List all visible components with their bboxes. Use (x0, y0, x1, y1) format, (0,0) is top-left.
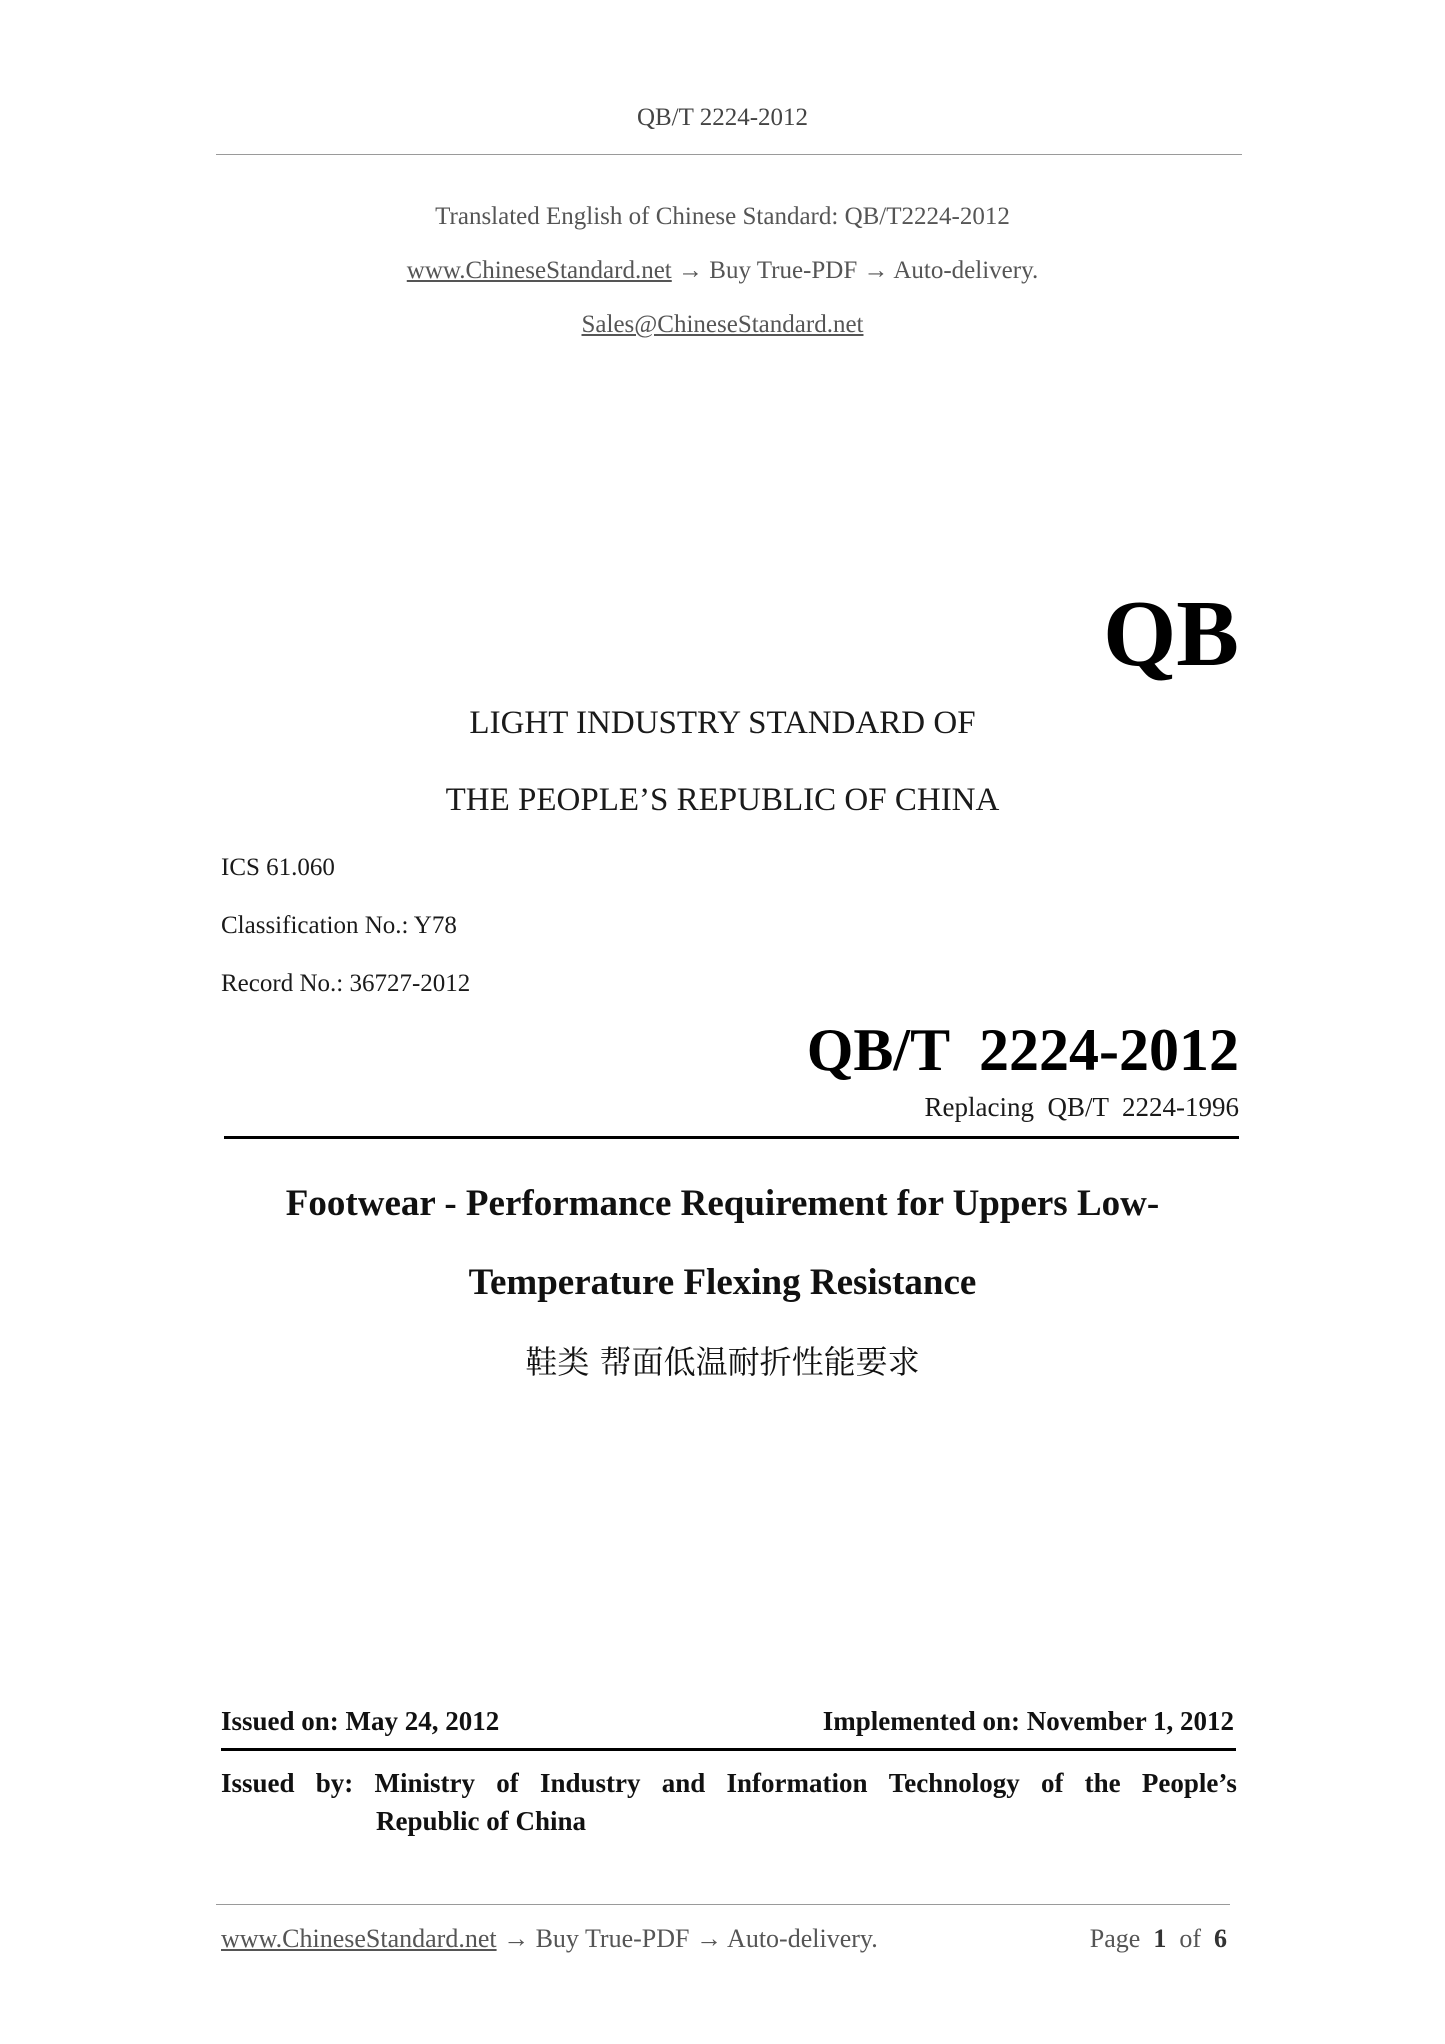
purchase-notice (0, 257, 1445, 285)
page-of: of (1179, 1924, 1201, 1953)
issued-by-word: and (661, 1768, 706, 1798)
page-label: Page (1089, 1924, 1141, 1953)
running-header: QB/T 2224-2012 (636, 104, 809, 131)
standard-type-line1: LIGHT INDUSTRY STANDARD OF (469, 705, 976, 741)
issued-by-line2: Republic of China (376, 1806, 587, 1836)
email-line (0, 311, 1445, 339)
issuing-authority (221, 1764, 1237, 1840)
footer-purchase-text: → Buy True-PDF → Auto-delivery. (496, 1924, 878, 1953)
page-indicator (1090, 1924, 1227, 1954)
issued-by-word: the (1084, 1768, 1121, 1798)
issued-by-word: Ministry (374, 1768, 475, 1798)
site-link[interactable]: www.ChineseStandard.net (406, 257, 672, 284)
footer-purchase-line (221, 1924, 878, 1954)
standard-number: QB/T 2224-2012 (806, 1017, 1239, 1083)
english-title-line1: Footwear - Performance Requirement for Uppers Low- (285, 1183, 1160, 1224)
page-current: 1 (1153, 1924, 1167, 1953)
standard-logo-code: QB (1103, 582, 1239, 686)
issued-by-word: by: (315, 1768, 354, 1798)
translation-notice: Translated English of Chinese Standard: QB/T2224-2012 (435, 203, 1010, 230)
record-number: Record No.: 36727-2012 (221, 970, 471, 997)
issue-divider (221, 1748, 1236, 1751)
issued-date: Issued on: May 24, 2012 (221, 1706, 500, 1736)
english-title-line2: Temperature Flexing Resistance (468, 1262, 977, 1303)
issued-by-word: People’s (1141, 1768, 1237, 1798)
issued-by-word: Industry (539, 1768, 641, 1798)
email-link[interactable]: Sales@ChineseStandard.net (581, 311, 864, 338)
issued-by-word: Information (726, 1768, 868, 1798)
issued-by-word: Technology (888, 1768, 1020, 1798)
title-divider (224, 1136, 1239, 1139)
header-divider (216, 154, 1242, 155)
replacing-note: Replacing QB/T 2224-1996 (924, 1092, 1239, 1122)
footer-site-link[interactable]: www.ChineseStandard.net (221, 1924, 497, 1953)
classification-number: Classification No.: Y78 (221, 912, 457, 939)
implemented-date: Implemented on: November 1, 2012 (822, 1706, 1234, 1736)
issued-by-word: of (1040, 1768, 1064, 1798)
ics-code: ICS 61.060 (221, 854, 335, 881)
issued-by-word: Issued (221, 1768, 295, 1798)
chinese-title: 鞋类 帮面低温耐折性能要求 (525, 1343, 920, 1381)
purchase-text: → Buy True-PDF → Auto-delivery. (671, 257, 1039, 284)
footer-divider (216, 1904, 1230, 1905)
issued-by-word: of (496, 1768, 519, 1798)
standard-type-line2: THE PEOPLE’S REPUBLIC OF CHINA (445, 782, 1000, 818)
page-total: 6 (1214, 1924, 1227, 1953)
